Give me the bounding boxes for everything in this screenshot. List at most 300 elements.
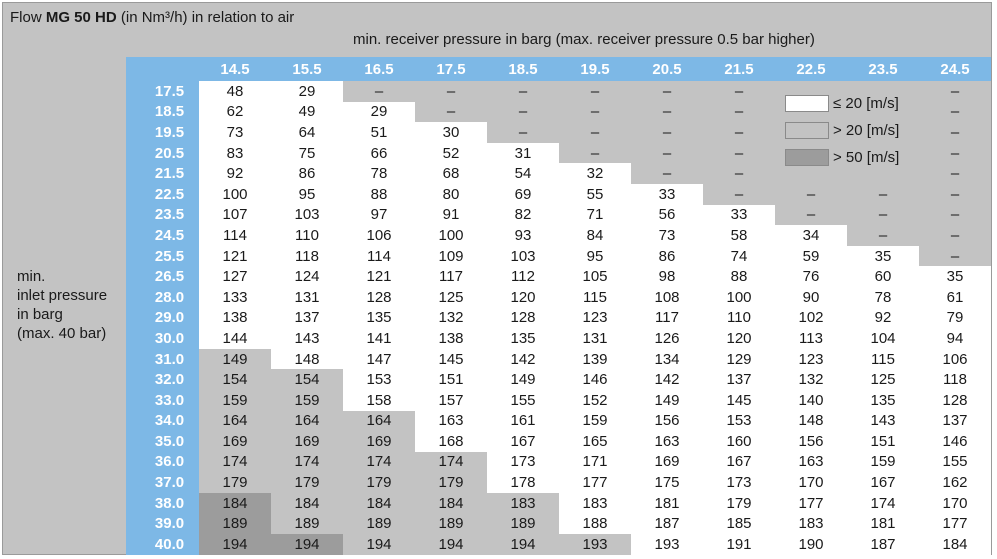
table-cell: 174 <box>847 493 919 514</box>
table-cell: 167 <box>487 431 559 452</box>
table-cell: 188 <box>559 513 631 534</box>
table-cell: 131 <box>559 328 631 349</box>
table-row <box>126 493 991 514</box>
table-cell: – <box>559 122 631 143</box>
row-axis-line: (max. 40 bar) <box>17 325 107 342</box>
table-cell: 128 <box>487 308 559 329</box>
title-suffix: (in Nm³/h) in relation to air <box>116 9 295 26</box>
table-cell: 110 <box>703 308 775 329</box>
table-cell: 48 <box>199 81 271 102</box>
table-cell: 69 <box>487 184 559 205</box>
table-cell: 83 <box>199 143 271 164</box>
table-cell: 68 <box>415 163 487 184</box>
table-cell: 160 <box>703 431 775 452</box>
table-cell: 194 <box>487 534 559 555</box>
table-cell: 190 <box>775 534 847 555</box>
column-header: 17.5 <box>415 57 487 81</box>
table-frame <box>2 2 992 555</box>
table-cell: 143 <box>271 328 343 349</box>
table-cell: – <box>775 184 847 205</box>
table-cell: 132 <box>415 308 487 329</box>
row-header: 20.5 <box>126 143 199 164</box>
table-cell: 127 <box>199 266 271 287</box>
legend-label: > 50 [m/s] <box>833 149 900 166</box>
table-cell: – <box>703 122 775 143</box>
table-cell: 194 <box>199 534 271 555</box>
table-cell: 170 <box>919 493 991 514</box>
table-cell: 66 <box>343 143 415 164</box>
table-cell: – <box>559 143 631 164</box>
table-cell: 154 <box>199 369 271 390</box>
table-cell: – <box>919 163 991 184</box>
table-cell: 98 <box>631 266 703 287</box>
table-row <box>126 205 991 226</box>
table-cell: – <box>703 102 775 123</box>
table-cell: 146 <box>919 431 991 452</box>
table-cell: 78 <box>343 163 415 184</box>
table-cell: 161 <box>487 411 559 432</box>
table-cell: 88 <box>343 184 415 205</box>
table-cell: 167 <box>703 452 775 473</box>
table-cell: 106 <box>919 349 991 370</box>
table-cell: – <box>487 102 559 123</box>
table-cell: 145 <box>415 349 487 370</box>
table-cell: 121 <box>343 266 415 287</box>
table-cell: 165 <box>559 431 631 452</box>
table-cell: 158 <box>343 390 415 411</box>
table-cell: 134 <box>631 349 703 370</box>
table-cell: 123 <box>559 308 631 329</box>
table-cell: 194 <box>415 534 487 555</box>
table-cell: 141 <box>343 328 415 349</box>
row-header: 28.0 <box>126 287 199 308</box>
table-cell: 179 <box>703 493 775 514</box>
table-cell: 143 <box>847 411 919 432</box>
table-row <box>126 225 991 246</box>
table-cell: 33 <box>631 184 703 205</box>
table-cell: – <box>919 102 991 123</box>
table-cell: – <box>559 102 631 123</box>
table-cell: 73 <box>631 225 703 246</box>
table-cell: – <box>703 184 775 205</box>
table-cell: 184 <box>271 493 343 514</box>
column-header: 23.5 <box>847 57 919 81</box>
table-cell: 149 <box>631 390 703 411</box>
table-cell: 94 <box>919 328 991 349</box>
row-header: 23.5 <box>126 205 199 226</box>
table-cell: – <box>559 81 631 102</box>
table-cell: 104 <box>847 328 919 349</box>
table-cell: 86 <box>271 163 343 184</box>
table-cell: 29 <box>271 81 343 102</box>
table-row <box>126 266 991 287</box>
table-cell: – <box>919 122 991 143</box>
row-axis-label <box>17 267 107 343</box>
table-cell: 189 <box>271 513 343 534</box>
table-cell: 76 <box>775 266 847 287</box>
table-cell: 164 <box>343 411 415 432</box>
row-header: 31.0 <box>126 349 199 370</box>
table-row <box>126 328 991 349</box>
table-cell: 97 <box>343 205 415 226</box>
table-cell: 183 <box>487 493 559 514</box>
table-cell: 154 <box>271 369 343 390</box>
table-cell: 52 <box>415 143 487 164</box>
table-cell: 189 <box>415 513 487 534</box>
table-cell: – <box>703 143 775 164</box>
table-cell: 95 <box>559 246 631 267</box>
table-cell: 88 <box>703 266 775 287</box>
table-cell: 110 <box>271 225 343 246</box>
table-cell: 31 <box>487 143 559 164</box>
table-cell: 133 <box>199 287 271 308</box>
table-cell: 185 <box>703 513 775 534</box>
table-row <box>126 534 991 555</box>
table-cell: 177 <box>559 472 631 493</box>
table-cell: 129 <box>703 349 775 370</box>
table-cell: 179 <box>415 472 487 493</box>
header-row <box>126 57 991 81</box>
table-cell: 173 <box>487 452 559 473</box>
column-axis-label: min. receiver pressure in barg (max. receiver pressure 0.5 bar higher) <box>353 31 815 48</box>
table-cell: 169 <box>199 431 271 452</box>
table-cell: 115 <box>559 287 631 308</box>
table-cell: 114 <box>343 246 415 267</box>
table-cell: 159 <box>847 452 919 473</box>
table-cell: – <box>631 163 703 184</box>
table-cell: 102 <box>775 308 847 329</box>
table-cell: 179 <box>199 472 271 493</box>
table-cell: 51 <box>343 122 415 143</box>
table-cell: – <box>703 163 775 184</box>
table-cell: 163 <box>415 411 487 432</box>
table-cell: – <box>919 205 991 226</box>
table-cell: 155 <box>487 390 559 411</box>
table-cell: – <box>487 81 559 102</box>
table-row <box>126 246 991 267</box>
table-cell: 35 <box>847 246 919 267</box>
legend-swatch <box>785 149 829 166</box>
table-cell: 177 <box>775 493 847 514</box>
table-cell: 175 <box>631 472 703 493</box>
table-cell: 174 <box>199 452 271 473</box>
table-cell: 145 <box>703 390 775 411</box>
table-cell: 174 <box>415 452 487 473</box>
table-cell: 82 <box>487 205 559 226</box>
row-header: 25.5 <box>126 246 199 267</box>
table-cell: 62 <box>199 102 271 123</box>
table-cell: 115 <box>847 349 919 370</box>
table-cell: 151 <box>415 369 487 390</box>
table-row <box>126 287 991 308</box>
table-cell: 144 <box>199 328 271 349</box>
table-cell: – <box>847 225 919 246</box>
table-cell: 167 <box>847 472 919 493</box>
table-cell <box>847 163 919 184</box>
table-cell: – <box>631 81 703 102</box>
table-cell: 132 <box>775 369 847 390</box>
table-cell: 29 <box>343 102 415 123</box>
table-cell: 108 <box>631 287 703 308</box>
table-cell: 124 <box>271 266 343 287</box>
table-cell: 164 <box>271 411 343 432</box>
row-axis-line: in barg <box>17 306 63 323</box>
row-header: 38.0 <box>126 493 199 514</box>
table-cell: 58 <box>703 225 775 246</box>
table-cell: 159 <box>559 411 631 432</box>
table-cell: 117 <box>415 266 487 287</box>
table-cell: 117 <box>631 308 703 329</box>
table-cell: 34 <box>775 225 847 246</box>
legend-label: ≤ 20 [m/s] <box>833 95 899 112</box>
table-cell: – <box>487 122 559 143</box>
table-cell: 140 <box>775 390 847 411</box>
table-cell: – <box>919 246 991 267</box>
table-cell: 131 <box>271 287 343 308</box>
table-cell: 159 <box>199 390 271 411</box>
row-header: 35.0 <box>126 431 199 452</box>
table-cell: – <box>631 143 703 164</box>
table-cell: 118 <box>919 369 991 390</box>
column-header: 19.5 <box>559 57 631 81</box>
table-cell: 174 <box>343 452 415 473</box>
table-cell: 181 <box>631 493 703 514</box>
table-cell: 106 <box>343 225 415 246</box>
column-header: 22.5 <box>775 57 847 81</box>
table-cell: 193 <box>631 534 703 555</box>
table-cell: 148 <box>271 349 343 370</box>
table-row <box>126 411 991 432</box>
table-cell: 138 <box>199 308 271 329</box>
table-cell: 95 <box>271 184 343 205</box>
row-header: 34.0 <box>126 411 199 432</box>
table-cell: 179 <box>271 472 343 493</box>
table-cell: 187 <box>847 534 919 555</box>
table-cell: 189 <box>199 513 271 534</box>
table-cell: 139 <box>559 349 631 370</box>
title-prefix: Flow <box>10 9 46 26</box>
table-cell: 109 <box>415 246 487 267</box>
table-cell: 113 <box>775 328 847 349</box>
table-cell: – <box>847 205 919 226</box>
table-cell: 128 <box>343 287 415 308</box>
table-cell: 184 <box>919 534 991 555</box>
table-cell: 35 <box>919 266 991 287</box>
table-cell: 174 <box>271 452 343 473</box>
table-cell: 142 <box>487 349 559 370</box>
table-cell: 100 <box>703 287 775 308</box>
table-cell: – <box>631 122 703 143</box>
row-header: 33.0 <box>126 390 199 411</box>
table-cell: 103 <box>487 246 559 267</box>
table-cell: 30 <box>415 122 487 143</box>
row-header: 21.5 <box>126 163 199 184</box>
table-cell: 157 <box>415 390 487 411</box>
title-model: MG 50 HD <box>45 9 117 26</box>
table-cell: 92 <box>199 163 271 184</box>
table-cell <box>775 163 847 184</box>
table-cell: 194 <box>343 534 415 555</box>
table-cell: 149 <box>199 349 271 370</box>
table-row <box>126 390 991 411</box>
column-header: 18.5 <box>487 57 559 81</box>
table-cell: 163 <box>631 431 703 452</box>
table-cell: 80 <box>415 184 487 205</box>
table-cell: 126 <box>631 328 703 349</box>
table-cell: 189 <box>343 513 415 534</box>
table-cell: 137 <box>919 411 991 432</box>
table-cell: 86 <box>631 246 703 267</box>
row-header: 22.5 <box>126 184 199 205</box>
table-cell: 193 <box>559 534 631 555</box>
legend-swatch <box>785 122 829 139</box>
row-axis-line: min. <box>17 268 46 285</box>
table-cell: 191 <box>703 534 775 555</box>
table-cell: – <box>775 205 847 226</box>
column-header: 14.5 <box>199 57 271 81</box>
table-cell: 181 <box>847 513 919 534</box>
table-cell: 114 <box>199 225 271 246</box>
table-row <box>126 308 991 329</box>
table-cell: 137 <box>271 308 343 329</box>
table-cell: 121 <box>199 246 271 267</box>
table-cell: 73 <box>199 122 271 143</box>
table-cell: 156 <box>775 431 847 452</box>
table-cell: 151 <box>847 431 919 452</box>
table-cell: – <box>343 81 415 102</box>
row-header: 36.0 <box>126 452 199 473</box>
table-row <box>126 184 991 205</box>
legend-swatch <box>785 95 829 112</box>
table-cell: 162 <box>919 472 991 493</box>
table-cell: – <box>415 102 487 123</box>
table-cell: 61 <box>919 287 991 308</box>
table-cell: 183 <box>559 493 631 514</box>
table-row <box>126 513 991 534</box>
table-cell: 60 <box>847 266 919 287</box>
table-cell: 54 <box>487 163 559 184</box>
table-cell: 147 <box>343 349 415 370</box>
header-corner <box>126 57 199 81</box>
table-cell: 142 <box>631 369 703 390</box>
row-header: 37.0 <box>126 472 199 493</box>
table-cell: 171 <box>559 452 631 473</box>
column-header: 20.5 <box>631 57 703 81</box>
table-row <box>126 163 991 184</box>
table-row <box>126 452 991 473</box>
column-header: 24.5 <box>919 57 991 81</box>
table-cell: 179 <box>343 472 415 493</box>
table-cell: 91 <box>415 205 487 226</box>
table-cell: 90 <box>775 287 847 308</box>
table-cell: 153 <box>343 369 415 390</box>
table-cell: 178 <box>487 472 559 493</box>
table-cell: 164 <box>199 411 271 432</box>
table-cell: 135 <box>343 308 415 329</box>
table-cell: 149 <box>487 369 559 390</box>
table-cell: – <box>415 81 487 102</box>
table-cell: 59 <box>775 246 847 267</box>
row-header: 32.0 <box>126 369 199 390</box>
table-cell: 71 <box>559 205 631 226</box>
table-cell: 146 <box>559 369 631 390</box>
table-cell: 64 <box>271 122 343 143</box>
row-axis-line: inlet pressure <box>17 287 108 304</box>
table-cell: 156 <box>631 411 703 432</box>
table-cell: – <box>919 81 991 102</box>
table-cell: 148 <box>775 411 847 432</box>
table-row <box>126 369 991 390</box>
table-cell: 184 <box>343 493 415 514</box>
table-cell: 84 <box>559 225 631 246</box>
table-cell: 55 <box>559 184 631 205</box>
table-cell: 125 <box>847 369 919 390</box>
table-cell: 169 <box>271 431 343 452</box>
table-row <box>126 472 991 493</box>
table-cell: 105 <box>559 266 631 287</box>
table-cell: 107 <box>199 205 271 226</box>
table-cell: 169 <box>631 452 703 473</box>
table-cell: – <box>919 184 991 205</box>
table-cell: 184 <box>415 493 487 514</box>
row-header: 29.0 <box>126 308 199 329</box>
table-cell: – <box>919 225 991 246</box>
table-cell: – <box>703 81 775 102</box>
row-header: 39.0 <box>126 513 199 534</box>
table-cell: – <box>847 184 919 205</box>
table-cell: 169 <box>343 431 415 452</box>
table-cell: 112 <box>487 266 559 287</box>
legend-label: > 20 [m/s] <box>833 122 900 139</box>
row-header: 24.5 <box>126 225 199 246</box>
table-cell: 163 <box>775 452 847 473</box>
table-cell: 33 <box>703 205 775 226</box>
table-cell: 153 <box>703 411 775 432</box>
row-header: 26.5 <box>126 266 199 287</box>
table-cell: 152 <box>559 390 631 411</box>
table-cell: 159 <box>271 390 343 411</box>
table-title <box>10 9 294 26</box>
column-header: 21.5 <box>703 57 775 81</box>
table-cell: 187 <box>631 513 703 534</box>
table-cell: – <box>919 143 991 164</box>
table-cell: 120 <box>487 287 559 308</box>
column-header: 15.5 <box>271 57 343 81</box>
row-header: 19.5 <box>126 122 199 143</box>
row-header: 17.5 <box>126 81 199 102</box>
table-row <box>126 349 991 370</box>
table-cell: 177 <box>919 513 991 534</box>
table-cell: 118 <box>271 246 343 267</box>
table-cell: 32 <box>559 163 631 184</box>
table-cell: – <box>631 102 703 123</box>
table-cell: 170 <box>775 472 847 493</box>
table-cell: 189 <box>487 513 559 534</box>
table-cell: 100 <box>415 225 487 246</box>
row-header: 18.5 <box>126 102 199 123</box>
table-cell: 138 <box>415 328 487 349</box>
table-cell: 123 <box>775 349 847 370</box>
table-cell: 125 <box>415 287 487 308</box>
table-cell: 92 <box>847 308 919 329</box>
table-cell: 155 <box>919 452 991 473</box>
table-cell: 135 <box>847 390 919 411</box>
table-cell: 49 <box>271 102 343 123</box>
table-cell: 194 <box>271 534 343 555</box>
table-cell: 173 <box>703 472 775 493</box>
table-row <box>126 431 991 452</box>
column-header: 16.5 <box>343 57 415 81</box>
